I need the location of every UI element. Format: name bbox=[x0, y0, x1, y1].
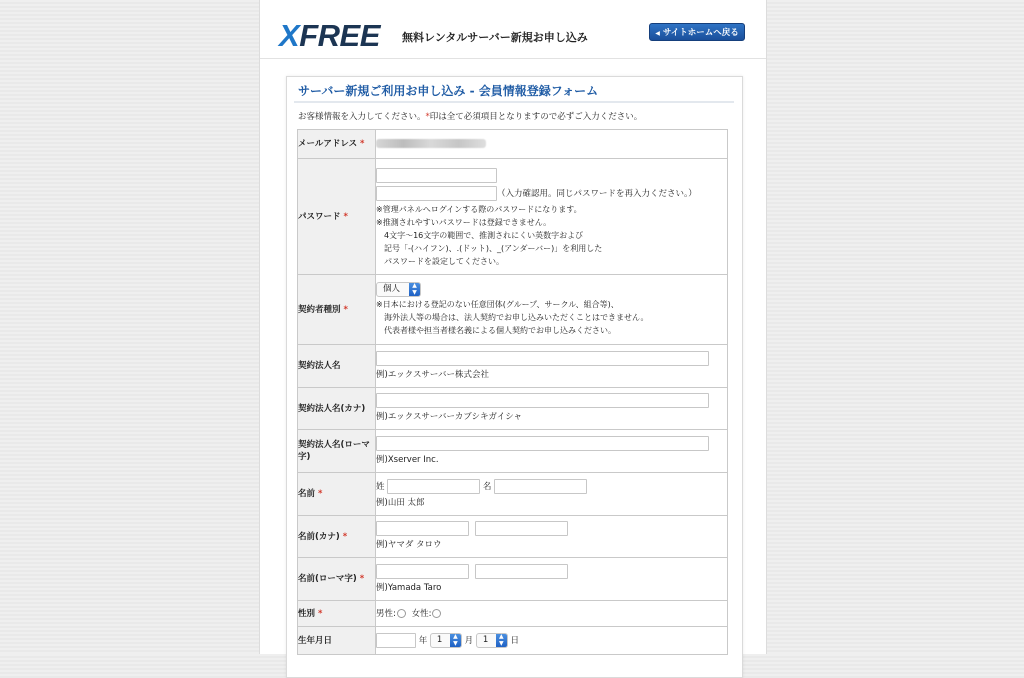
select-arrows-icon: ▲ ▼ bbox=[450, 634, 461, 647]
password-note: パスワードを設定してください。 bbox=[376, 257, 504, 266]
birth-month-value: 1 bbox=[436, 635, 443, 645]
required-mark: * bbox=[342, 531, 348, 542]
contract-type-label bbox=[298, 275, 376, 345]
contract-type-selected: 個人 bbox=[383, 284, 401, 294]
row-birthday bbox=[298, 627, 728, 655]
password-confirm-input[interactable] bbox=[376, 186, 497, 201]
password-input[interactable] bbox=[376, 168, 497, 183]
corp-name-input[interactable] bbox=[376, 351, 709, 366]
contract-note: 代表者様や担当者様名義による個人契約でお申し込みください。 bbox=[376, 326, 616, 335]
email-label-text: メールアドレス bbox=[298, 139, 358, 149]
birth-day-value: 1 bbox=[482, 635, 489, 645]
required-mark: * bbox=[317, 489, 323, 499]
name-kana-example: 例)ヤマダ タロウ bbox=[376, 540, 442, 550]
required-mark: * bbox=[360, 139, 365, 149]
corp-kana-field bbox=[376, 388, 728, 430]
birth-day-select[interactable] bbox=[476, 633, 508, 648]
birthday-field bbox=[376, 627, 728, 655]
form-card bbox=[286, 76, 743, 678]
row-corp-kana bbox=[298, 388, 728, 430]
name-example: 例)山田 太郎 bbox=[376, 497, 425, 508]
password-note: ※推測されやすいパスワードは登録できません。 bbox=[376, 218, 552, 227]
name-label-text: 名前 bbox=[298, 489, 316, 499]
birth-year-input[interactable] bbox=[376, 633, 416, 648]
male-radio[interactable] bbox=[397, 609, 406, 618]
intro-text-2: 印は全て必須項目となりますので必ずご入力ください。 bbox=[429, 112, 643, 122]
contract-type-select[interactable] bbox=[376, 282, 421, 297]
first-name-roman-input[interactable] bbox=[475, 564, 568, 579]
row-name-roman bbox=[298, 558, 728, 601]
male-label: 男性: bbox=[376, 608, 396, 619]
gender-label bbox=[298, 601, 376, 627]
row-name bbox=[298, 473, 728, 516]
row-name-kana bbox=[298, 516, 728, 558]
password-confirm-hint: （入力確認用。同じパスワードを再入力ください。） bbox=[497, 189, 697, 199]
required-mark: * bbox=[343, 211, 348, 222]
password-note: 記号「-(ハイフン)、.(ドット)、_(アンダーバー)」を利用した bbox=[376, 244, 603, 253]
month-unit: 月 bbox=[464, 636, 474, 646]
row-contract-type bbox=[298, 275, 728, 345]
name-field bbox=[376, 473, 728, 516]
select-arrows-icon: ▲ ▼ bbox=[409, 283, 420, 296]
corp-roman-label: 契約法人名(ローマ字) bbox=[298, 430, 376, 473]
gender-label-text: 性別 bbox=[298, 608, 316, 619]
name-label bbox=[298, 473, 376, 516]
corp-roman-input[interactable] bbox=[376, 436, 709, 451]
email-label bbox=[298, 130, 376, 159]
contract-type-label-text: 契約者種別 bbox=[298, 304, 341, 315]
day-unit: 日 bbox=[510, 636, 520, 646]
sei-label: 姓 bbox=[376, 481, 385, 492]
female-radio[interactable] bbox=[432, 609, 441, 618]
title-divider bbox=[294, 101, 734, 103]
password-note: 4文字〜16文字の範囲で、推測されにくい英数字および bbox=[376, 231, 584, 240]
first-name-kana-input[interactable] bbox=[475, 521, 568, 536]
contract-type-field bbox=[376, 275, 728, 345]
row-password bbox=[298, 159, 728, 275]
select-arrows-icon: ▲ ▼ bbox=[496, 634, 507, 647]
password-label-text: パスワード bbox=[298, 211, 341, 222]
email-field bbox=[376, 130, 728, 159]
last-name-kana-input[interactable] bbox=[376, 521, 469, 536]
required-mark: * bbox=[343, 304, 348, 315]
corp-name-field bbox=[376, 345, 728, 388]
birthday-label: 生年月日 bbox=[298, 627, 376, 655]
site-home-button[interactable] bbox=[649, 23, 745, 41]
name-kana-field bbox=[376, 516, 728, 558]
page-container bbox=[259, 0, 767, 654]
row-email bbox=[298, 130, 728, 159]
name-roman-label-text: 名前(ローマ字) bbox=[298, 574, 357, 584]
birth-month-select[interactable] bbox=[430, 633, 462, 648]
name-roman-example: 例)Yamada Taro bbox=[376, 582, 442, 593]
required-mark: * bbox=[359, 574, 365, 584]
female-label: 女性: bbox=[411, 608, 432, 619]
name-roman-label bbox=[298, 558, 376, 601]
chevron-left-icon: ◀ bbox=[655, 30, 660, 37]
corp-kana-input[interactable] bbox=[376, 393, 709, 408]
site-header bbox=[260, 0, 766, 59]
required-mark: * bbox=[317, 608, 323, 619]
corp-name-label: 契約法人名 bbox=[298, 345, 376, 388]
name-kana-label-text: 名前(カナ) bbox=[298, 531, 340, 542]
email-value-redacted bbox=[376, 139, 486, 148]
member-form-table bbox=[297, 129, 728, 655]
name-kana-label bbox=[298, 516, 376, 558]
required-mark: * bbox=[425, 112, 430, 122]
intro-text-1: お客様情報を入力してください。 bbox=[298, 112, 426, 122]
year-unit: 年 bbox=[418, 636, 428, 646]
gender-field bbox=[376, 601, 728, 627]
form-intro bbox=[298, 110, 642, 122]
corp-roman-field bbox=[376, 430, 728, 473]
first-name-input[interactable] bbox=[494, 479, 587, 494]
row-gender bbox=[298, 601, 728, 627]
password-field bbox=[376, 159, 728, 275]
contract-note: ※日本における登記のない任意団体(グループ、サークル、組合等)、 bbox=[376, 300, 619, 309]
header-title: 無料レンタルサーバー新規お申し込み bbox=[402, 31, 588, 44]
password-label bbox=[298, 159, 376, 275]
contract-note: 海外法人等の場合は、法人契約でお申し込みいただくことはできません。 bbox=[376, 313, 649, 322]
row-corp-roman bbox=[298, 430, 728, 473]
corp-name-example: 例)エックスサーバー株式会社 bbox=[376, 369, 489, 380]
mei-label: 名 bbox=[482, 481, 492, 492]
row-corp-name bbox=[298, 345, 728, 388]
xfree-logo[interactable] bbox=[279, 19, 380, 53]
name-roman-field bbox=[376, 558, 728, 601]
site-home-button-label: サイトホームへ戻る bbox=[662, 28, 739, 38]
logo-text: FREE bbox=[299, 18, 380, 53]
corp-roman-example: 例)Xserver Inc. bbox=[376, 454, 439, 465]
corp-kana-label: 契約法人名(カナ) bbox=[298, 388, 376, 430]
logo-x: X bbox=[279, 18, 300, 53]
last-name-input[interactable] bbox=[387, 479, 480, 494]
form-title: サーバー新規ご利用お申し込み - 会員情報登録フォーム bbox=[298, 84, 599, 98]
last-name-roman-input[interactable] bbox=[376, 564, 469, 579]
password-note: ※管理パネルへログインする際のパスワードになります。 bbox=[376, 205, 582, 214]
corp-kana-example: 例)エックスサーバーカブシキガイシャ bbox=[376, 412, 523, 422]
